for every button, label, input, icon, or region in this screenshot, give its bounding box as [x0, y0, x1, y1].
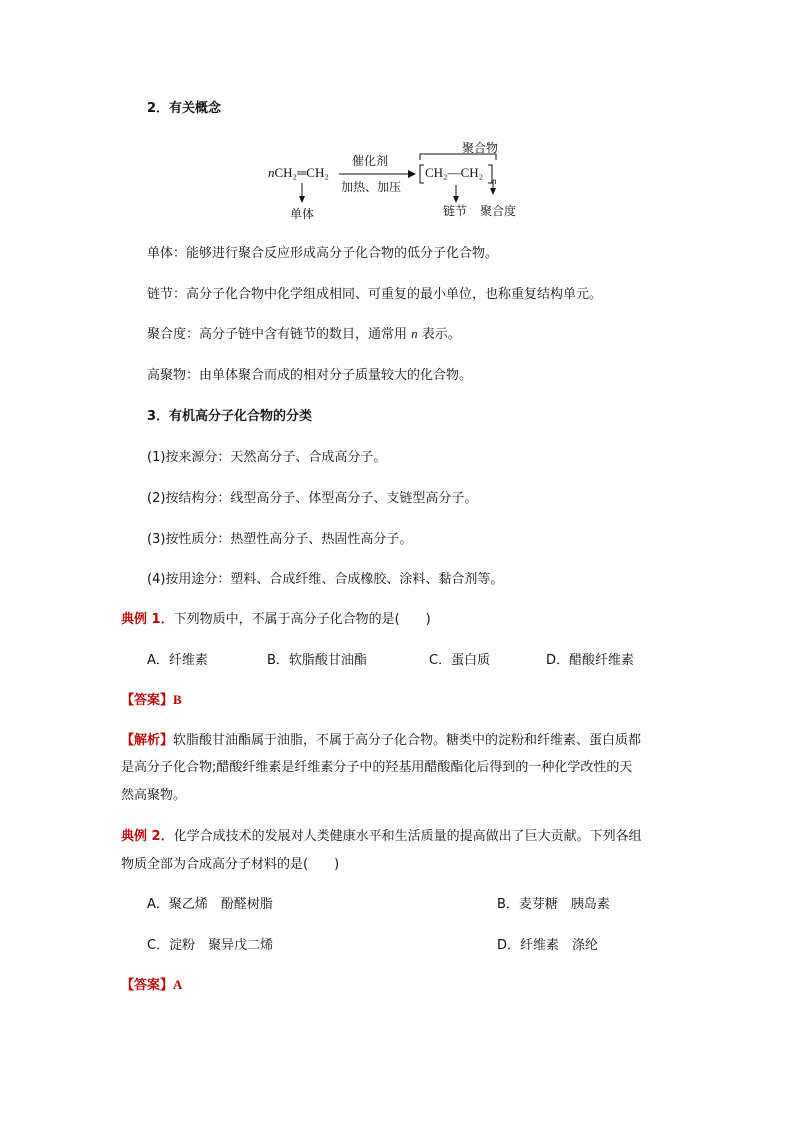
option-b: B．麦芽糖 胰岛素 — [497, 897, 610, 912]
option-a: A．纤维素 — [147, 653, 208, 668]
polymer-label: 聚合物 — [462, 141, 499, 155]
variable-n: n — [411, 326, 418, 341]
option-c: C．淀粉 聚异戊二烯 — [147, 938, 274, 953]
option-c: C．蛋白质 — [429, 653, 491, 668]
example-2-label: 典例 2． — [121, 829, 174, 844]
classification-item: (3)按性质分：热塑性高分子、热固性高分子。 — [147, 532, 413, 547]
answer-value: B — [173, 692, 182, 707]
example-1-analysis-line: 然高聚物。 — [121, 788, 187, 803]
definition-degree-before: 聚合度：高分子链中含有链节的数目，通常用 — [147, 327, 412, 342]
example-1-question: 下列物质中，不属于高分子化合物的是( ) — [173, 612, 431, 627]
example-1-question-line — [121, 608, 431, 627]
example-2-question-line — [121, 825, 642, 844]
answer-label: 【答案】 — [121, 978, 174, 993]
chain-unit-formula: CH₂—CH₂ — [425, 165, 484, 180]
example-1-analysis-line — [121, 729, 641, 748]
analysis-label: 【解析】 — [121, 733, 174, 748]
definition-monomer: 单体：能够进行聚合反应形成高分子化合物的低分子化合物。 — [147, 246, 499, 261]
chain-unit-label: 链节 — [443, 204, 468, 218]
section-2-title: 2．有关概念 — [147, 101, 222, 116]
option-b: B．软脂酸甘油酯 — [267, 653, 367, 668]
monomer-formula — [268, 165, 329, 181]
option-d: D．纤维素 涤纶 — [497, 938, 599, 953]
monomer-formula-text: CH₂═CH₂ — [274, 165, 329, 180]
answer-label: 【答案】 — [121, 693, 174, 708]
example-1-analysis-line: 是高分子化合物;醋酸纤维素是纤维素分子中的羟基用醋酸酯化后得到的一种化学改性的天 — [121, 760, 633, 775]
section-3-title: 3．有机高分子化合物的分类 — [147, 409, 313, 424]
option-a: A．聚乙烯 酚醛树脂 — [147, 897, 273, 912]
definition-high-polymer: 高聚物：由单体聚合而成的相对分子质量较大的化合物。 — [147, 368, 473, 383]
example-1-answer — [121, 689, 182, 708]
degree-label: 聚合度 — [480, 204, 517, 218]
definition-chain-unit: 链节：高分子化合物中化学组成相同、可重复的最小单位，也称重复结构单元。 — [147, 287, 603, 302]
example-2-question-line: 物质全部为合成高分子材料的是( ) — [121, 857, 340, 872]
example-1-label: 典例 1． — [121, 612, 174, 627]
coefficient-n: n — [268, 165, 275, 180]
definition-degree-after: 表示。 — [417, 327, 461, 342]
option-d: D．醋酸纤维素 — [546, 653, 635, 668]
classification-item: (2)按结构分：线型高分子、体型高分子、支链型高分子。 — [147, 491, 478, 506]
classification-item: (4)按用途分：塑料、合成纤维、合成橡胶、涂料、黏合剂等。 — [147, 572, 504, 587]
example-2-answer — [121, 974, 182, 993]
subscript-n: n — [492, 176, 497, 186]
analysis-text: 软脂酸甘油酯属于油脂，不属于高分子化合物。糖类中的淀粉和纤维素、蛋白质都 — [173, 733, 642, 748]
classification-item: (1)按来源分：天然高分子、合成高分子。 — [147, 450, 387, 465]
catalyst-label: 催化剂 — [352, 154, 389, 168]
monomer-label: 单体 — [290, 207, 315, 221]
conditions-label: 加热、加压 — [341, 180, 402, 194]
definition-degree — [147, 323, 461, 342]
answer-value: A — [173, 977, 183, 992]
example-2-question: 化学合成技术的发展对人类健康水平和生活质量的提高做出了巨大贡献。下列各组 — [173, 829, 642, 844]
